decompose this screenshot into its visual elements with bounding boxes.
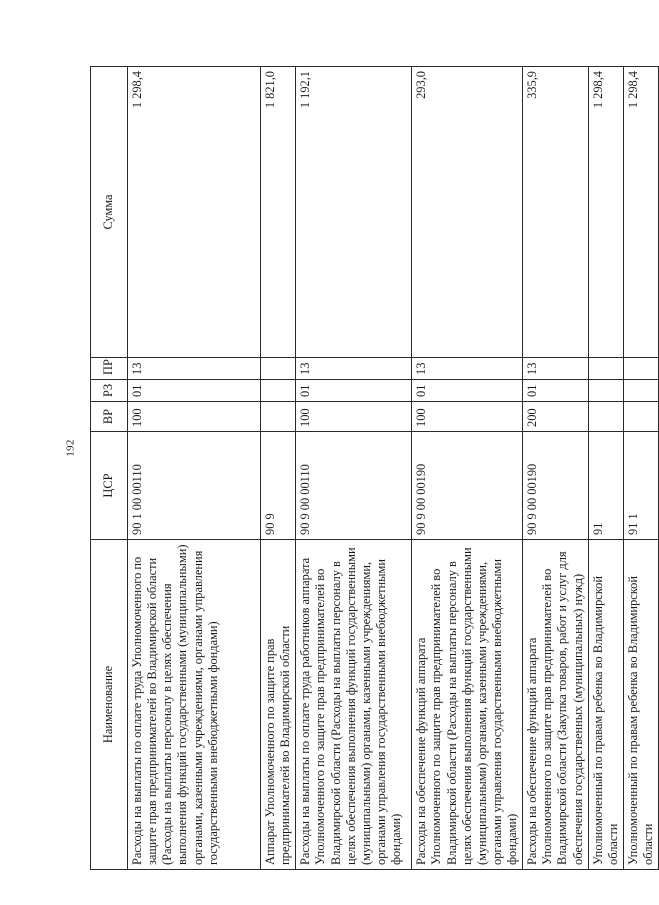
rotated-table-container [90,67,655,870]
table-row [523,67,589,870]
cell-sum: 335,9 [523,67,589,358]
cell-pr [588,358,623,380]
table-header [91,67,128,870]
cell-rz: 01 [523,380,589,402]
table-row [412,67,523,870]
header-rz: РЗ [91,380,128,402]
cell-pr [623,358,658,380]
cell-sum: 1 821,0 [261,67,296,358]
cell-sum: 1 298,4 [623,67,658,358]
cell-vr: 100 [128,402,261,432]
table-row [623,67,658,870]
cell-name: Аппарат Уполномоченного по защите прав предпринимателей во Владимирской области [261,540,296,870]
cell-pr: 13 [128,358,261,380]
page-number: 192 [64,439,77,457]
cell-vr [623,402,658,432]
cell-name: Расходы на выплаты по оплате труда Уполномоченного по защите прав предпринимателей во Владимирской области (Расходы на выплаты персоналу в целях обеспечения выполнения функций государственными (муниципальными) органами, казенными учреждениями, органами управления государственными внебюджетными фондами) [128,540,261,870]
header-name: Наименование [91,540,128,870]
table-body [128,67,659,870]
cell-vr [588,402,623,432]
cell-csr: 91 1 [623,432,658,540]
cell-csr: 90 9 [261,432,296,540]
header-row [91,67,128,870]
cell-sum: 1 298,4 [588,67,623,358]
cell-name: Расходы на выплаты по оплате труда работников аппарата Уполномоченного по защите прав предпринимателей во Владимирской области (Расходы на выплаты персоналу в целях обеспечения выполнения функций государственными (муниципальными) органами, казенными учреждениями, органами управления государственными внебюджетными фондами) [296,540,412,870]
cell-name: Уполномоченный по правам ребенка во Владимирской области [623,540,658,870]
cell-csr: 90 1 00 00110 [128,432,261,540]
cell-name: Расходы на обеспечение функций аппарата Уполномоченного по защите прав предпринимателей во Владимирской области (Расходы на выплаты персоналу в целях обеспечения выполнения функций государственными (муниципальными) органами, казенными учреждениями, органами управления государственными внебюджетными фондами) [412,540,523,870]
header-vr: ВР [91,402,128,432]
cell-csr: 90 9 00 00190 [412,432,523,540]
cell-rz [623,380,658,402]
cell-sum: 1 298,4 [128,67,261,358]
cell-rz [261,380,296,402]
cell-vr: 200 [523,402,589,432]
table-row [128,67,261,870]
cell-sum: 293,0 [412,67,523,358]
cell-rz: 01 [412,380,523,402]
cell-name: Уполномоченный по правам ребенка во Владимирской области [588,540,623,870]
cell-pr: 13 [296,358,412,380]
cell-rz [588,380,623,402]
cell-vr [261,402,296,432]
cell-name: Расходы на обеспечение функций аппарата Уполномоченного по защите прав предпринимателей во Владимирской области (Закупка товаров, работ и услуг для обеспечения государственных (муниципальных) нужд) [523,540,589,870]
header-pr: ПР [91,358,128,380]
header-sum: Сумма [91,67,128,358]
table-row [296,67,412,870]
cell-pr [261,358,296,380]
cell-csr: 91 [588,432,623,540]
cell-vr: 100 [296,402,412,432]
budget-table [90,66,659,870]
cell-rz: 01 [296,380,412,402]
cell-sum: 1 192,1 [296,67,412,358]
header-csr: ЦСР [91,432,128,540]
table-row [588,67,623,870]
cell-pr: 13 [412,358,523,380]
cell-csr: 90 9 00 00190 [523,432,589,540]
table-row [261,67,296,870]
cell-rz: 01 [128,380,261,402]
cell-vr: 100 [412,402,523,432]
cell-pr: 13 [523,358,589,380]
cell-csr: 90 9 00 00110 [296,432,412,540]
